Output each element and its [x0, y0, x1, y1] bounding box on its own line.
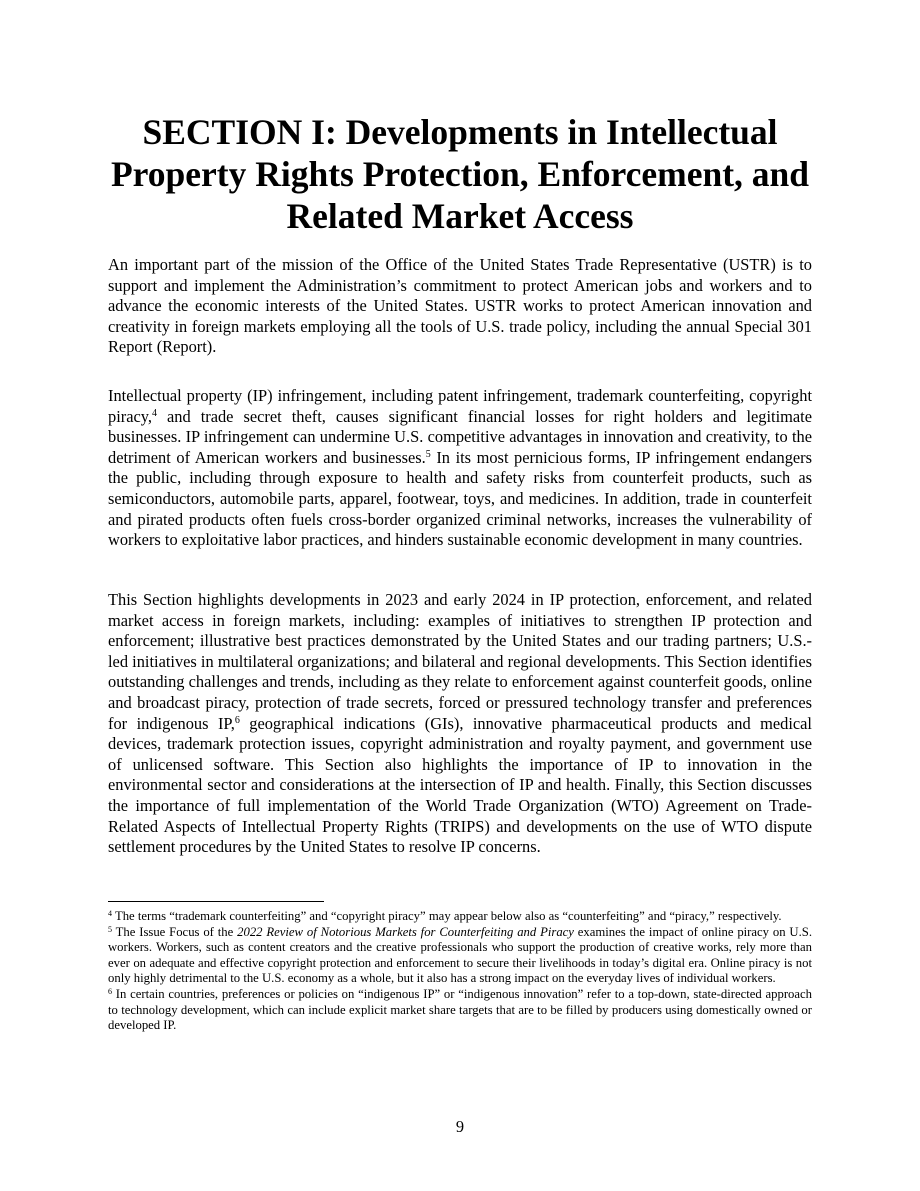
page-number: 9: [455, 1117, 465, 1136]
paragraph-text: This Section highlights developments in 2023 and early 2024 in IP protection, enforcement, and related market access in foreign markets, including: examples of initiatives to strengthen IP protection and enforcement; illustrative best practices demonstrated by the United States and our trading partners; U.S.-led initiatives in multilateral organizations; and bilateral and regional developments. This Section identifies outstanding challenges and trends, including as they relate to enforcement against counterfeit goods, online and broadcast piracy, protection of trade secrets, forced or pressured technology transfer and preferences for indigenous IP,: [108, 590, 812, 733]
section-title-line-2: Property Rights Protection, Enforcement, and: [110, 154, 810, 194]
footnote-4: [108, 909, 812, 925]
paragraph-section-overview: [108, 590, 812, 858]
paragraph-text: geographical indications (GIs), innovative pharmaceutical products and medical devices, trademark protection issues, copyright administration and royalty payment, and government use of unlicensed software. This Section also highlights the importance of IP to innovation in the environmental sector and considerations at the intersection of IP and health. Finally, this Section discusses the importance of full implementation of the World Trade Organization (WTO) Agreement on Trade-Related Aspects of Intellectual Property Rights (TRIPS) and developments on the use of WTO dispute settlement procedures by the United States to resolve IP concerns.: [108, 713, 812, 857]
footnote-6: [108, 987, 812, 1034]
footnote-text: The terms “trademark counterfeiting” and “copyright piracy” may appear below also as “counterfeiting” and “piracy,” respectively.: [112, 909, 782, 923]
section-title-line-1: SECTION I: Developments in Intellectual: [142, 112, 778, 152]
report-title: 2022 Review of Notorious Markets for Counterfeiting and Piracy: [237, 924, 574, 939]
footnote-separator: [108, 901, 324, 902]
paragraph-text: In its most pernicious forms, IP infringement endangers the public, including through exposure to health and safety risks from counterfeit products, such as semiconductors, automobile parts, apparel, footwear, toys, and medicines. In addition, trade in counterfeit and pirated products often fuels cross-border organized criminal networks, increases the vulnerability of workers to exploitative labor practices, and hinders sustainable economic development in many countries.: [108, 447, 812, 550]
footnote-5: [108, 925, 812, 987]
paragraph-text: and trade secret theft, causes significant financial losses for right holders and legitimate businesses. IP infringement can undermine U.S. competitive advantages in innovation and creativity, to the detriment of American workers and businesses.: [108, 406, 812, 467]
footnotes: [108, 909, 812, 1034]
section-title: [100, 111, 820, 237]
footnote-number: 4: [108, 909, 112, 918]
paragraph-ustr-mission: An important part of the mission of the Office of the United States Trade Representative (USTR) is to support and implement the Administration’s commitment to protect American jobs and workers and to advance the economic interests of the United States. USTR works to protect American innovation and creativity in foreign markets employing all the tools of U.S. trade policy, including the annual Special 301 Report (Report).: [108, 255, 812, 357]
section-title-line-3: Related Market Access: [286, 196, 634, 236]
footnote-text: The Issue Focus of the: [112, 924, 238, 939]
paragraph-ip-infringement: [108, 386, 812, 551]
footnote-ref-6[interactable]: 6: [234, 714, 240, 726]
footnote-number: 5: [108, 924, 112, 934]
footnote-ref-4[interactable]: 4: [152, 407, 157, 419]
footnote-text: In certain countries, preferences or policies on “indigenous IP” or “indigenous innovation” refer to a top-down, state-directed approach to technology development, which can include explicit market share targets that are to be filled by producers using domestically owned or developed IP.: [108, 986, 812, 1033]
footnote-ref-5[interactable]: 5: [425, 448, 431, 460]
footnote-number: 6: [108, 986, 112, 996]
paragraph-text: Intellectual property (IP) infringement, including patent infringement, trademark counterfeiting, copyright piracy,: [108, 386, 812, 426]
footnote-text: examines the impact of online piracy on U.S. workers. Workers, such as content creators and the creative professionals who support the production of creative works, rely more than ever on adequate and effective copyright protection and enforcement to secure their livelihoods in today’s digital era. Online piracy is not only highly detrimental to the U.S. economy as a whole, but it also has a strong impact on the everyday lives of individual workers.: [108, 924, 812, 986]
